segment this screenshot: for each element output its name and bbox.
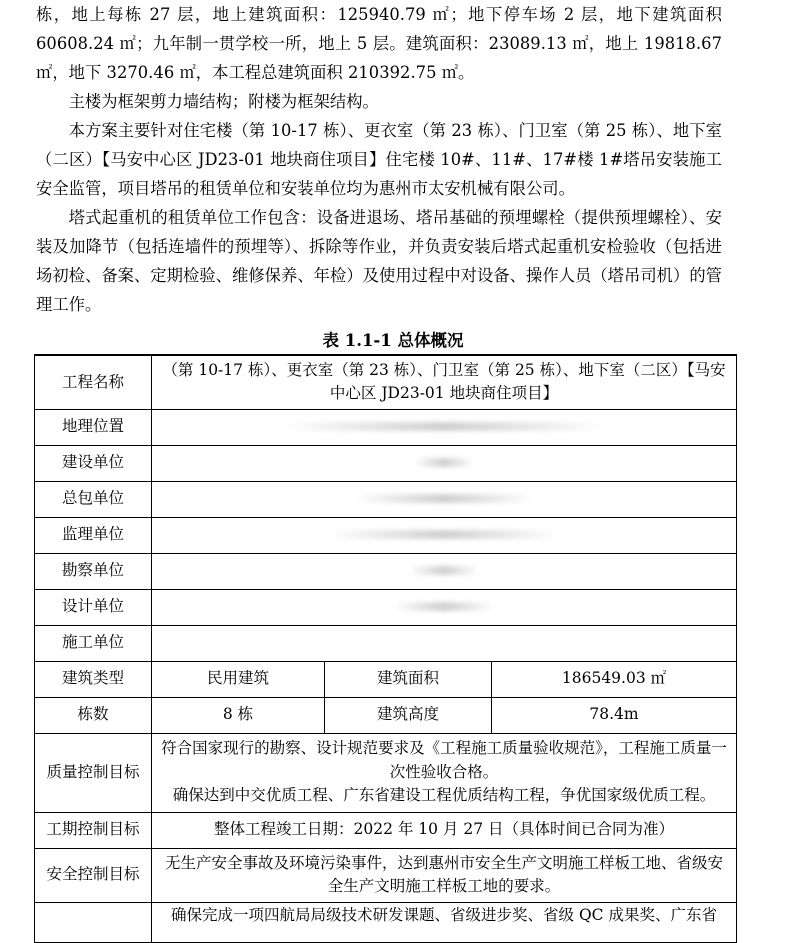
table-row (35, 481, 737, 517)
project-name-value: （第 10-17 栋）、更衣室（第 23 栋）、门卫室（第 25 栋）、地下室（二区）【马安中心区 JD23-01 地块商住项目】 (152, 355, 737, 409)
project-name-label: 工程名称 (35, 355, 152, 409)
general-contractor-label: 总包单位 (35, 481, 152, 517)
quality-target-value (152, 733, 737, 812)
general-contractor-value-redacted (152, 481, 737, 517)
tech-target-value (152, 902, 737, 942)
safety-target-label: 安全控制目标 (35, 848, 152, 902)
building-count-value: 8 栋 (152, 697, 325, 733)
building-type-label: 建筑类型 (35, 661, 152, 697)
table-row (35, 733, 737, 812)
quality-target-line-2: 确保达到中交优质工程、广东省建设工程优质结构工程，争优国家级优质工程。 (172, 786, 716, 805)
paragraph-area-summary: 栋，地上每栋 27 层，地上建筑面积：125940.79 ㎡；地下停车场 2 层，地下建筑面积 60608.24 ㎡；九年制一贯学校一所，地上 5 层。建筑面积：23089.13 ㎡，地上 19818.67 ㎡，地下 3270.46 ㎡，本工程总建筑面积 210392.75 ㎡。 (36, 5, 722, 82)
location-value-redacted (152, 409, 737, 445)
tech-target-text: 确保完成一项四航局局级技术研发课题、省级进步奖、省级 QC 成果奖、广东省 (171, 905, 717, 924)
building-area-value: 186549.03 ㎡ (492, 661, 737, 697)
survey-label: 勘察单位 (35, 553, 152, 589)
overview-table (34, 354, 737, 943)
table-row (35, 409, 737, 445)
building-height-value: 78.4m (492, 697, 737, 733)
tech-target-label (35, 902, 152, 942)
quality-target-label: 质量控制目标 (35, 733, 152, 812)
building-area-label: 建筑面积 (325, 661, 492, 697)
building-type-value: 民用建筑 (152, 661, 325, 697)
table-row (35, 902, 737, 942)
paragraph-scope: 本方案主要针对住宅楼（第 10-17 栋）、更衣室（第 23 栋）、门卫室（第 25 栋）、地下室（二区）【马安中心区 JD23-01 地块商住项目】住宅楼 10#、11#、17#楼 1#塔吊安装施工安全监管，项目塔吊的租赁单位和安装单位均为惠州市太安机械有限公司。 (36, 121, 722, 198)
quality-target-line-1: 符合国家现行的勘察、设计规范要求及《工程施工质量验收规范》，工程施工质量一次性验收合格。 (161, 739, 727, 781)
paragraph-structure: 主楼为框架剪力墙结构；附楼为框架结构。 (68, 92, 379, 111)
schedule-target-value: 整体工程竣工日期：2022 年 10 月 27 日（具体时间已合同为准） (152, 812, 737, 848)
constructor-label: 施工单位 (35, 625, 152, 661)
building-count-label: 栋数 (35, 697, 152, 733)
table-row (35, 625, 737, 661)
table-row (35, 848, 737, 902)
developer-value-redacted (152, 445, 737, 481)
supervisor-label: 监理单位 (35, 517, 152, 553)
building-height-label: 建筑高度 (325, 697, 492, 733)
table-row (35, 355, 737, 409)
table-row (35, 517, 737, 553)
design-value-redacted (152, 589, 737, 625)
table-row (35, 553, 737, 589)
design-label: 设计单位 (35, 589, 152, 625)
table-row (35, 812, 737, 848)
location-label: 地理位置 (35, 409, 152, 445)
table-row (35, 589, 737, 625)
developer-label: 建设单位 (35, 445, 152, 481)
supervisor-value-redacted (152, 517, 737, 553)
table-row (35, 697, 737, 733)
table-caption: 表 1.1-1 总体概况 (322, 331, 464, 350)
constructor-value-redacted (152, 625, 737, 661)
table-row (35, 445, 737, 481)
paragraph-rental-duties: 塔式起重机的租赁单位工作包含：设备进退场、塔吊基础的预埋螺栓（提供预埋螺栓）、安装及加降节（包括连墙件的预埋等）、拆除等作业，并负责安装后塔式起重机安检验收（包括进场初检、备案、定期检验、维修保养、年检）及使用过程中对设备、操作人员（塔吊司机）的管理工作。 (36, 208, 722, 314)
schedule-target-label: 工期控制目标 (35, 812, 152, 848)
safety-target-value: 无生产安全事故及环境污染事件，达到惠州市安全生产文明施工样板工地、省级安全生产文明施工样板工地的要求。 (152, 848, 737, 902)
survey-value-redacted (152, 553, 737, 589)
table-row (35, 661, 737, 697)
